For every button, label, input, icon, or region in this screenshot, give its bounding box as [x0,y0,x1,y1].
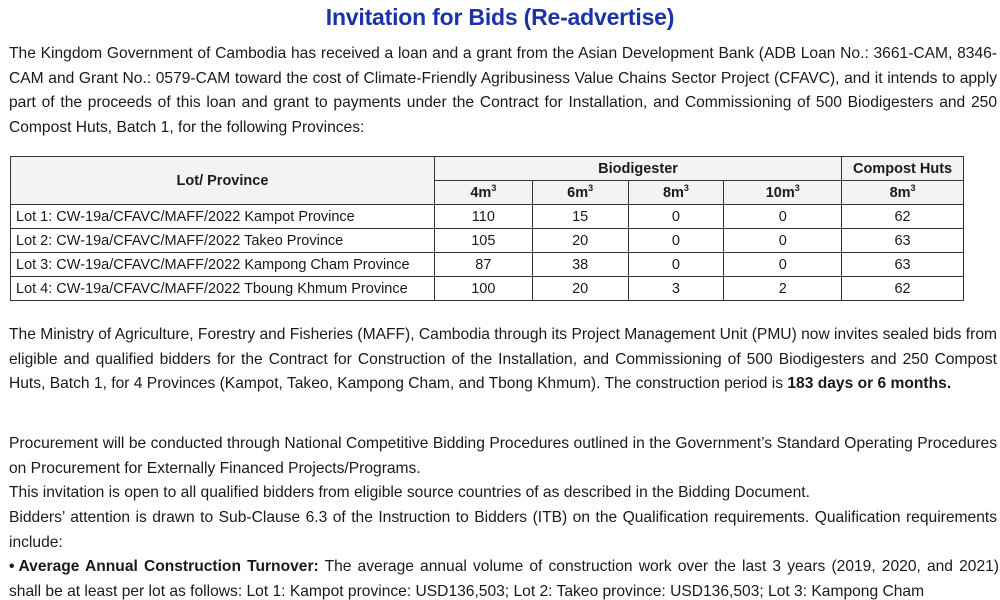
table-row [11,253,964,277]
value-cell: 0 [724,229,842,253]
value-cell: 62 [842,205,964,229]
table-row [11,229,964,253]
value-cell: 63 [842,229,964,253]
intro-paragraph: The Kingdom Government of Cambodia has received a loan and a grant from the Asian Development Bank (ADB Loan No.: 3661-CAM, 8346-CAM and Grant No.: 0579-CAM toward the cost of Climate-Friendly Agribusiness Value Chains Sector Project (CFAVC), and it intends to apply part of the proceeds of this loan and grant to payments under the Contract for Installation, and Commissioning of 500 Biodigesters and 250 Compost Huts, Batch 1, for the following Provinces: [9,45,997,136]
value-cell: 15 [532,205,628,229]
table-row [11,205,964,229]
value-cell: 0 [628,205,724,229]
header-size: $8m^3$ [842,181,964,205]
value-cell: 3 [628,277,724,301]
procurement-paragraph: Procurement will be conducted through National Competitive Bidding Procedures outlined in the Government’s Standard Operating Procedures on Procurement for Externally Financed Projects/Programs. [9,435,997,477]
lot-cell: Lot 4: CW-19a/CFAVC/MAFF/2022 Tboung Khmum Province [11,277,435,301]
table-header-row [11,157,964,181]
bullet-text: The average annual volume of construction work over the last 3 years (2019, 2020, and 2021) shall be at least per lot as follows: Lot 1: Kampot province: USD136,503; Lot 2: Takeo province: USD136,503; Lot 3: Kampong Cham [9,558,999,600]
value-cell: 110 [434,205,532,229]
value-cell: 20 [532,277,628,301]
header-size: $8m^3$ [628,181,724,205]
page-title: Invitation for Bids (Re-advertise) [325,4,675,30]
value-cell: 0 [628,253,724,277]
header-size: $6m^3$ [532,181,628,205]
lot-cell: Lot 3: CW-19a/CFAVC/MAFF/2022 Kampong Cham Province [11,253,435,277]
construction-period: 183 days or 6 months. [787,375,952,392]
value-cell: 2 [724,277,842,301]
value-cell: 62 [842,277,964,301]
lot-cell: Lot 2: CW-19a/CFAVC/MAFF/2022 Takeo Province [11,229,435,253]
value-cell: 0 [724,205,842,229]
invitation-paragraph: This invitation is open to all qualified bidders from eligible source countries of as described in the Bidding Document. [9,484,810,501]
bullet-turnover [9,555,999,600]
header-biodigester: Biodigester [434,157,841,181]
lots-table [10,156,964,301]
header-size: $10m^3$ [724,181,842,205]
value-cell: 87 [434,253,532,277]
value-cell: 20 [532,229,628,253]
value-cell: 0 [628,229,724,253]
attention-paragraph: Bidders’ attention is drawn to Sub-Clause 6.3 of the Instruction to Bidders (ITB) on the Qualification requirements. Qualification requirements include: [9,509,997,551]
header-lot-province: Lot/ Province [11,157,435,205]
header-compost-huts: Compost Huts [842,157,964,181]
value-cell: 100 [434,277,532,301]
value-cell: 105 [434,229,532,253]
ministry-paragraph [9,323,997,397]
value-cell: 38 [532,253,628,277]
bullet-label: Average Annual Construction Turnover: [18,558,319,575]
table-row [11,277,964,301]
value-cell: 63 [842,253,964,277]
header-size: $4m^3$ [434,181,532,205]
ministry-text: The Ministry of Agriculture, Forestry and Fisheries (MAFF), Cambodia through its Project Management Unit (PMU) now invites sealed bids from eligible and qualified bidders for the Contract for Construction of the Installation, and Commissioning of 500 Biodigesters and 250 Compost Huts, Batch 1, for 4 Provinces (Kampot, Takeo, Kampong Cham, and Tbong Khmum). The construction period is [9,326,997,392]
bullet-icon: • [9,558,15,575]
lot-cell: Lot 1: CW-19a/CFAVC/MAFF/2022 Kampot Province [11,205,435,229]
value-cell: 0 [724,253,842,277]
